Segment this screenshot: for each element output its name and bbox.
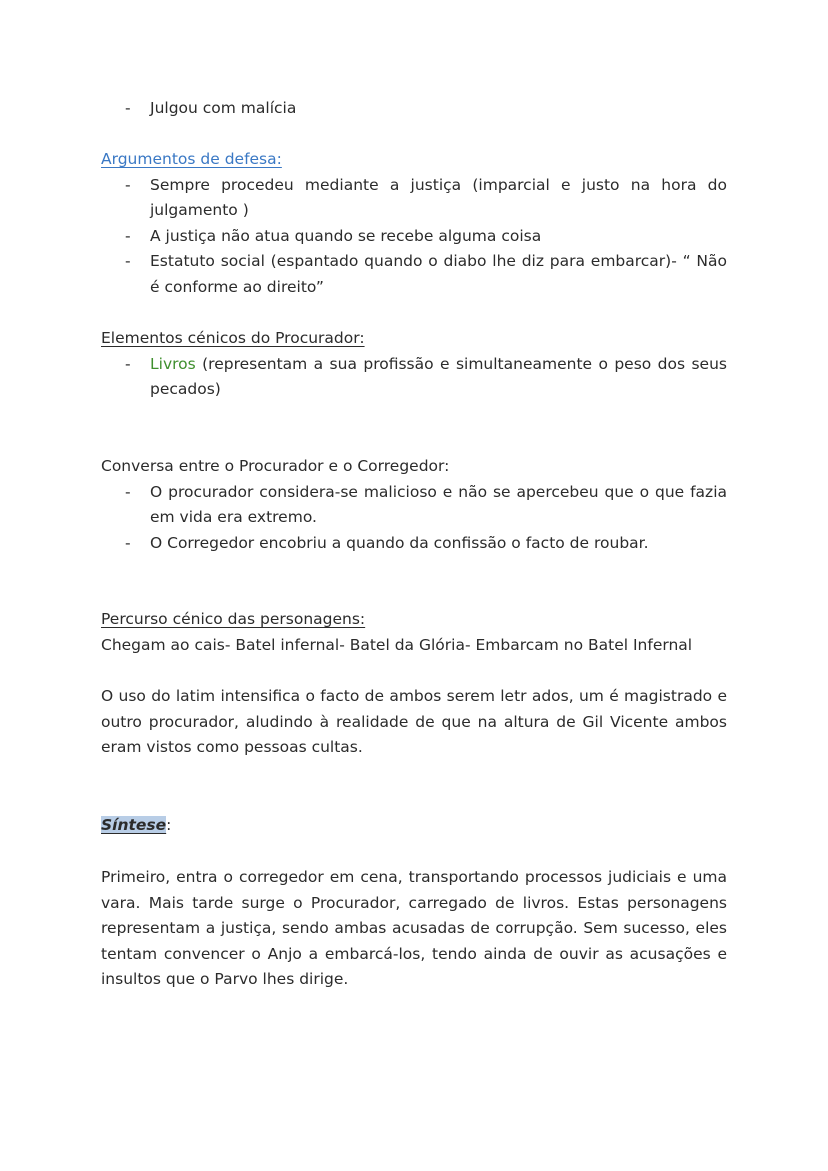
route-section	[101, 607, 727, 658]
synthesis-section	[101, 813, 727, 839]
bullet-dash: -	[125, 482, 131, 501]
bullet-dash: -	[125, 175, 131, 194]
list-item	[101, 480, 727, 531]
list-item	[101, 249, 727, 300]
synthesis-heading-row	[101, 813, 727, 839]
route-heading: Percurso cénico das personagens:	[101, 610, 366, 628]
list-item-text: A justiça não atua quando se recebe alguma coisa	[150, 226, 542, 245]
list-item	[101, 352, 727, 403]
top-list	[101, 96, 727, 122]
bullet-dash: -	[125, 252, 131, 270]
list-item-text: Sempre procedeu mediante a justiça (imparcial e justo na hora do julgamento )	[150, 175, 727, 219]
list-item-text: O procurador considera-se malicioso e não se apercebeu que o que fazia em vida era extremo.	[150, 482, 727, 526]
latin-paragraph: O uso do latim intensifica o facto de ambos serem letr ados, um é magistrado e outro procurador, aludindo à realidade de que na altura de Gil Vicente ambos eram vistos como pessoas cultas.	[101, 687, 727, 756]
defense-heading: Argumentos de defesa:	[101, 150, 282, 168]
bullet-dash: -	[125, 533, 131, 552]
bullet-dash: -	[125, 226, 131, 245]
elements-heading: Elementos cénicos do Procurador:	[101, 329, 365, 347]
list-item	[101, 531, 727, 557]
elements-section	[101, 326, 727, 403]
list-item-text: Estatuto social (espantado quando o diabo lhe diz para embarcar)- “ Não é conforme ao direito”	[150, 252, 727, 296]
defense-section	[101, 147, 727, 300]
list-item-text: (representam a sua profissão e simultaneamente o peso dos seus pecados)	[150, 354, 727, 398]
list-item	[101, 96, 727, 122]
conversation-section	[101, 454, 727, 556]
synthesis-text: Primeiro, entra o corregedor em cena, transportando processos judiciais e uma vara. Mais tarde surge o Procurador, carregado de livros. Estas personagens representam a justiça, sendo ambas acusadas de corrupção. Sem sucesso, eles tentam convencer o Anjo a embarcá-los, tendo ainda de ouvir as acusações e insultos que o Parvo lhes dirige.	[101, 868, 727, 988]
livros-highlight: Livros	[150, 354, 196, 373]
bullet-dash: -	[125, 99, 131, 117]
synthesis-heading: Síntese	[101, 816, 167, 834]
list-item	[101, 224, 727, 250]
list-item-text: O Corregedor encobriu a quando da confissão o facto de roubar.	[150, 533, 649, 552]
list-item-text: Julgou com malícia	[150, 99, 297, 117]
conversation-heading: Conversa entre o Procurador e o Corregedor:	[101, 457, 450, 475]
bullet-dash: -	[125, 354, 131, 373]
route-text: Chegam ao cais- Batel infernal- Batel da Glória- Embarcam no Batel Infernal	[101, 635, 693, 654]
list-item	[101, 173, 727, 224]
synthesis-colon: :	[166, 816, 172, 834]
